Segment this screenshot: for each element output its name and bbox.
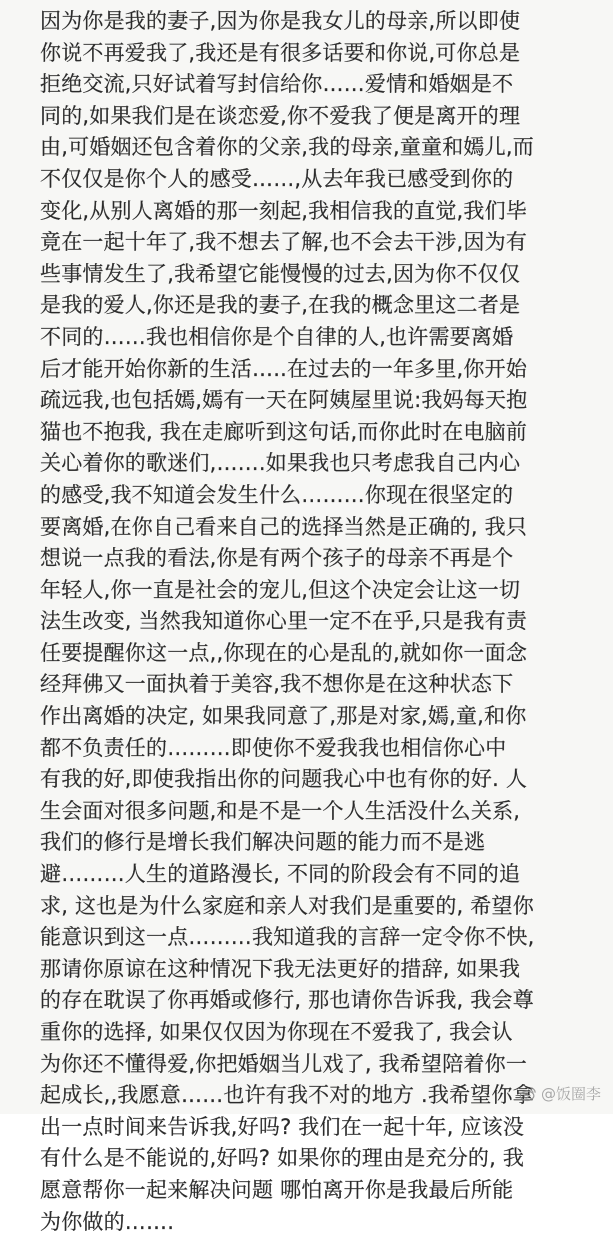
handwritten-letter — [40, 6, 600, 1238]
watermark-text: @饭圈李 — [540, 1085, 601, 1103]
letter-line: 要离婚,在你自己看来自己的选择当然是正确的, 我只 — [40, 514, 528, 539]
letter-line: 法生改变, 当然我知道你心里一定不在乎,只是我有责 — [40, 609, 528, 634]
letter-line: 有我的好,即使我指出你的问题我心中也有你的好. 人 — [40, 767, 528, 792]
letter-line: 你说不再爱我了,我还是有很多话要和你说,可你总是 — [40, 40, 521, 65]
letter-line: 我们的修行是增长我们解决问题的能力而不是逃 — [40, 830, 486, 855]
letter-line: 求, 这也是为什么家庭和亲人对我们是重要的, 希望你 — [40, 893, 534, 918]
letter-line: 愿意帮你一起来解决问题 哪怕离开你是我最后所能 — [40, 1177, 514, 1202]
letter-line: 的存在耽误了你再婚或修行, 那也请你告诉我, 我会尊 — [40, 988, 534, 1013]
letter-line: 年轻人,你一直是社会的宠儿,但这个决定会让这一切 — [40, 577, 521, 602]
letter-line: 避………人生的道路漫长, 不同的阶段会有不同的追 — [40, 862, 521, 887]
letter-line: 关心着你的歌迷们,…….如果我也只考虑我自己内心 — [40, 451, 521, 476]
letter-line: 想说一点我的看法,你是有两个孩子的母亲不再是个 — [40, 546, 514, 571]
letter-line: 能意识到这一点………我知道我的言辞一定令你不快, — [40, 925, 535, 950]
letter-line: 的感受,我不知道会发生什么………你现在很坚定的 — [40, 482, 514, 507]
weibo-icon — [519, 1085, 537, 1103]
letter-line: 那请你原谅在这种情况下我无法更好的措辞, 如果我 — [40, 956, 521, 981]
letter-line: 后才能开始你新的生活…..在过去的一年多里,你开始 — [40, 356, 528, 381]
letter-line: 竟在一起十年了,我不想去了解,也不会去干涉,因为有 — [40, 230, 528, 255]
letter-line: 为你还不懂得爱,你把婚姻当儿戏了, 我希望陪着你一 — [40, 1051, 528, 1076]
letter-line: 疏远我,也包括嫣,嫣有一天在阿姨屋里说:我妈每天抱 — [40, 388, 528, 413]
letter-line: 变化,从别人离婚的那一刻起,我相信我的直觉,我们毕 — [40, 198, 528, 223]
letter-line: 由,可婚姻还包含着你的父亲,我的母亲,童童和嫣儿,而 — [40, 135, 534, 160]
letter-line: 重你的选择, 如果仅仅因为你现在不爱我了, 我会认 — [40, 1020, 513, 1044]
letter-line: 不同的……我也相信你是个自律的人,也许需要离婚 — [40, 324, 514, 349]
letter-line: 同的,如果我们是在谈恋爱,你不爱我了便是离开的理 — [40, 103, 521, 128]
letter-line: 任要提醒你这一点,,你现在的心是乱的,就如你一面念 — [40, 640, 528, 665]
letter-line: 作出离婚的决定, 如果我同意了,那是对家,嫣,童,和你 — [40, 704, 527, 729]
letter-line: 不仅仅是你个人的感受……,从去年我已感受到你的 — [40, 166, 514, 191]
letter-line: 些事情发生了,我希望它能慢慢的过去,因为你不仅仅 — [40, 261, 521, 286]
letter-line: 经拜佛又一面执着于美容,我不想你是在这种状态下 — [40, 672, 514, 697]
letter-line: 起成长,,我愿意……也许有我不对的地方 .我希望你拿 — [40, 1083, 534, 1108]
weibo-watermark — [519, 1083, 601, 1104]
letter-line: 都不负责任的………即使你不爱我我也相信你心中 — [40, 735, 507, 760]
letter-line: 因为你是我的妻子,因为你是我女儿的母亲,所以即使 — [40, 9, 521, 33]
letter-line: 猫也不抱我, 我在走廊听到这句话,而你此时在电脑前 — [40, 419, 528, 444]
letter-line: 为你做的……. — [40, 1209, 175, 1234]
letter-line: 拒绝交流,只好试着写封信给你……爱情和婚姻是不 — [40, 72, 514, 97]
letter-line: 有什么是不能说的,好吗? 如果你的理由是充分的, 我 — [40, 1146, 525, 1171]
letter-line: 生会面对很多问题,和是不是一个人生活没什么关系, — [40, 798, 521, 823]
letter-line: 是我的爱人,你还是我的妻子,在我的概念里这二者是 — [40, 293, 521, 318]
letter-line: 出一点时间来告诉我,好吗? 我们在一起十年, 应该没 — [40, 1114, 525, 1139]
